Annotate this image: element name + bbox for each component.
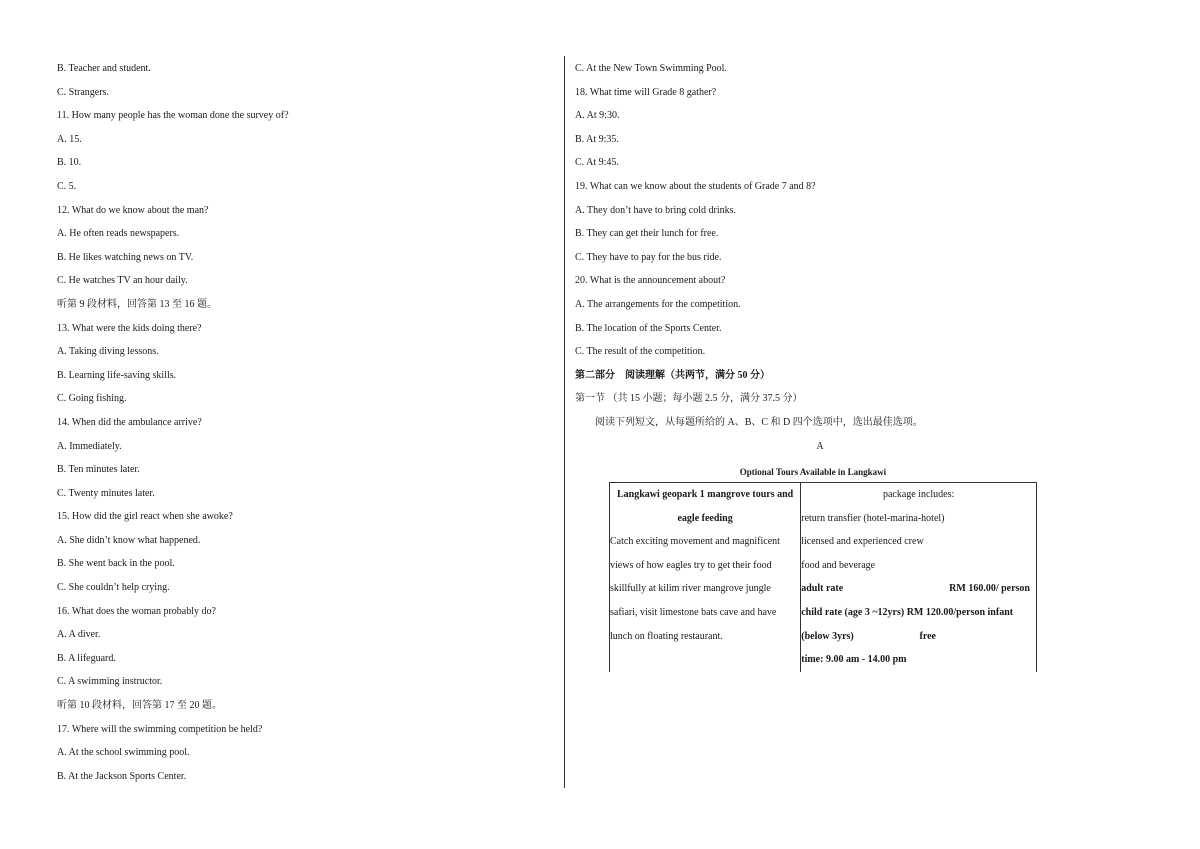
tour-title: Optional Tours Available in Langkawi [739,467,887,478]
question-line: 17. Where will the swimming competition be held? [57,723,263,735]
reading-instruction: 阅读下列短文，从每题所给的 A、B、C 和 D 四个选项中，选出最佳选项。 [595,416,923,428]
tour-name-line: eagle feeding [677,512,733,524]
child-rate-line: child rate (age 3 ~12yrs) RM 120.00/person infant [801,606,1014,618]
question-line: 13. What were the kids doing there? [57,322,202,334]
tour-time: time: 9.00 am - 14.00 pm [801,654,907,666]
question-line: C. Strangers. [57,86,109,98]
tour-name-line: Langkawi geopark 1 mangrove tours and [617,489,794,500]
tour-description-line: views of how eagles try to get their food [610,559,772,571]
question-line: A. At the school swimming pool. [57,747,190,759]
question-line: B. Ten minutes later. [57,464,140,476]
right-column [575,60,1045,485]
question-line: C. They have to pay for the bus ride. [575,251,722,263]
question-line: 15. How did the girl react when she awoke? [57,511,233,523]
question-line: B. Teacher and student. [57,63,151,74]
left-column [57,60,547,791]
question-line: A. She didn’t know what happened. [57,534,201,546]
question-line: B. Learning life-saving skills. [57,369,177,381]
adult-rate-label: adult rate [801,583,844,595]
question-line: A. Immediately. [57,440,122,452]
question-line: C. Going fishing. [57,393,127,405]
question-line: A. At 9:30. [575,110,620,122]
question-line: 11. How many people has the woman done the survey of? [57,110,289,122]
tour-table [609,482,1037,672]
question-line: 19. What can we know about the students of Grade 7 and 8? [575,180,816,192]
infant-rate-row [801,625,1036,649]
part-heading: 第二部分 阅读理解（共两节，满分 50 分） [575,369,770,381]
passage-letter: A [816,440,824,452]
question-line: C. 5. [57,180,77,192]
tour-description-line: safiari, visit limestone bats cave and have [610,606,777,618]
question-line: B. At 9:35. [575,133,619,145]
infant-rate-label: (below 3yrs) [801,630,854,642]
infant-rate-price: free [919,630,936,642]
question-line: B. They can get their lunch for free. [575,228,719,240]
column-divider [564,56,565,788]
question-line: A. A diver. [57,629,101,641]
section-instruction: 听第 10 段材料，回答第 17 至 20 题。 [57,700,222,712]
question-line: A. He often reads newspapers. [57,228,180,240]
question-line: 18. What time will Grade 8 gather? [575,86,717,98]
question-line: C. He watches TV an hour daily. [57,275,188,287]
question-line: 16. What does the woman probably do? [57,605,216,617]
question-line: B. The location of the Sports Center. [575,322,722,334]
adult-rate-row [801,577,1036,601]
question-line: B. A lifeguard. [57,652,116,664]
subsection-heading: 第一节 （共 15 小题；每小题 2.5 分，满分 37.5 分） [575,393,803,405]
question-line: C. A swimming instructor. [57,676,163,688]
tour-description-line: Catch exciting movement and magnificent [610,536,780,548]
question-line: B. He likes watching news on TV. [57,251,194,263]
question-line: C. At 9:45. [575,157,619,169]
question-line: B. 10. [57,157,82,169]
tour-description-line: skillfully at kilim river mangrove jungle [610,583,771,595]
question-line: A. The arrangements for the competition. [575,298,741,310]
question-line: 14. When did the ambulance arrive? [57,416,202,428]
question-line: A. Taking diving lessons. [57,346,159,358]
package-header: package includes: [882,489,955,500]
tour-description-cell [610,483,801,672]
question-line: C. She couldn’t help crying. [57,582,170,594]
question-line: 20. What is the announcement about? [575,275,726,287]
tour-description-line: lunch on floating restaurant. [610,630,723,642]
question-line: A. They don’t have to bring cold drinks. [575,204,736,216]
adult-rate-price: RM 160.00/ person [949,583,1030,595]
question-line: B. She went back in the pool. [57,558,175,570]
package-item: return transfier (hotel-marina-hotel) [801,512,945,524]
package-item: licensed and experienced crew [801,536,924,548]
question-line: C. At the New Town Swimming Pool. [575,63,727,74]
question-line: C. Twenty minutes later. [57,487,155,499]
package-item: food and beverage [801,559,876,571]
question-line: A. 15. [57,133,82,145]
section-instruction: 听第 9 段材料，回答第 13 至 16 题。 [57,298,217,310]
question-line: C. The result of the competition. [575,346,706,358]
package-cell [801,483,1037,672]
question-line: B. At the Jackson Sports Center. [57,770,187,782]
question-line: 12. What do we know about the man? [57,204,209,216]
